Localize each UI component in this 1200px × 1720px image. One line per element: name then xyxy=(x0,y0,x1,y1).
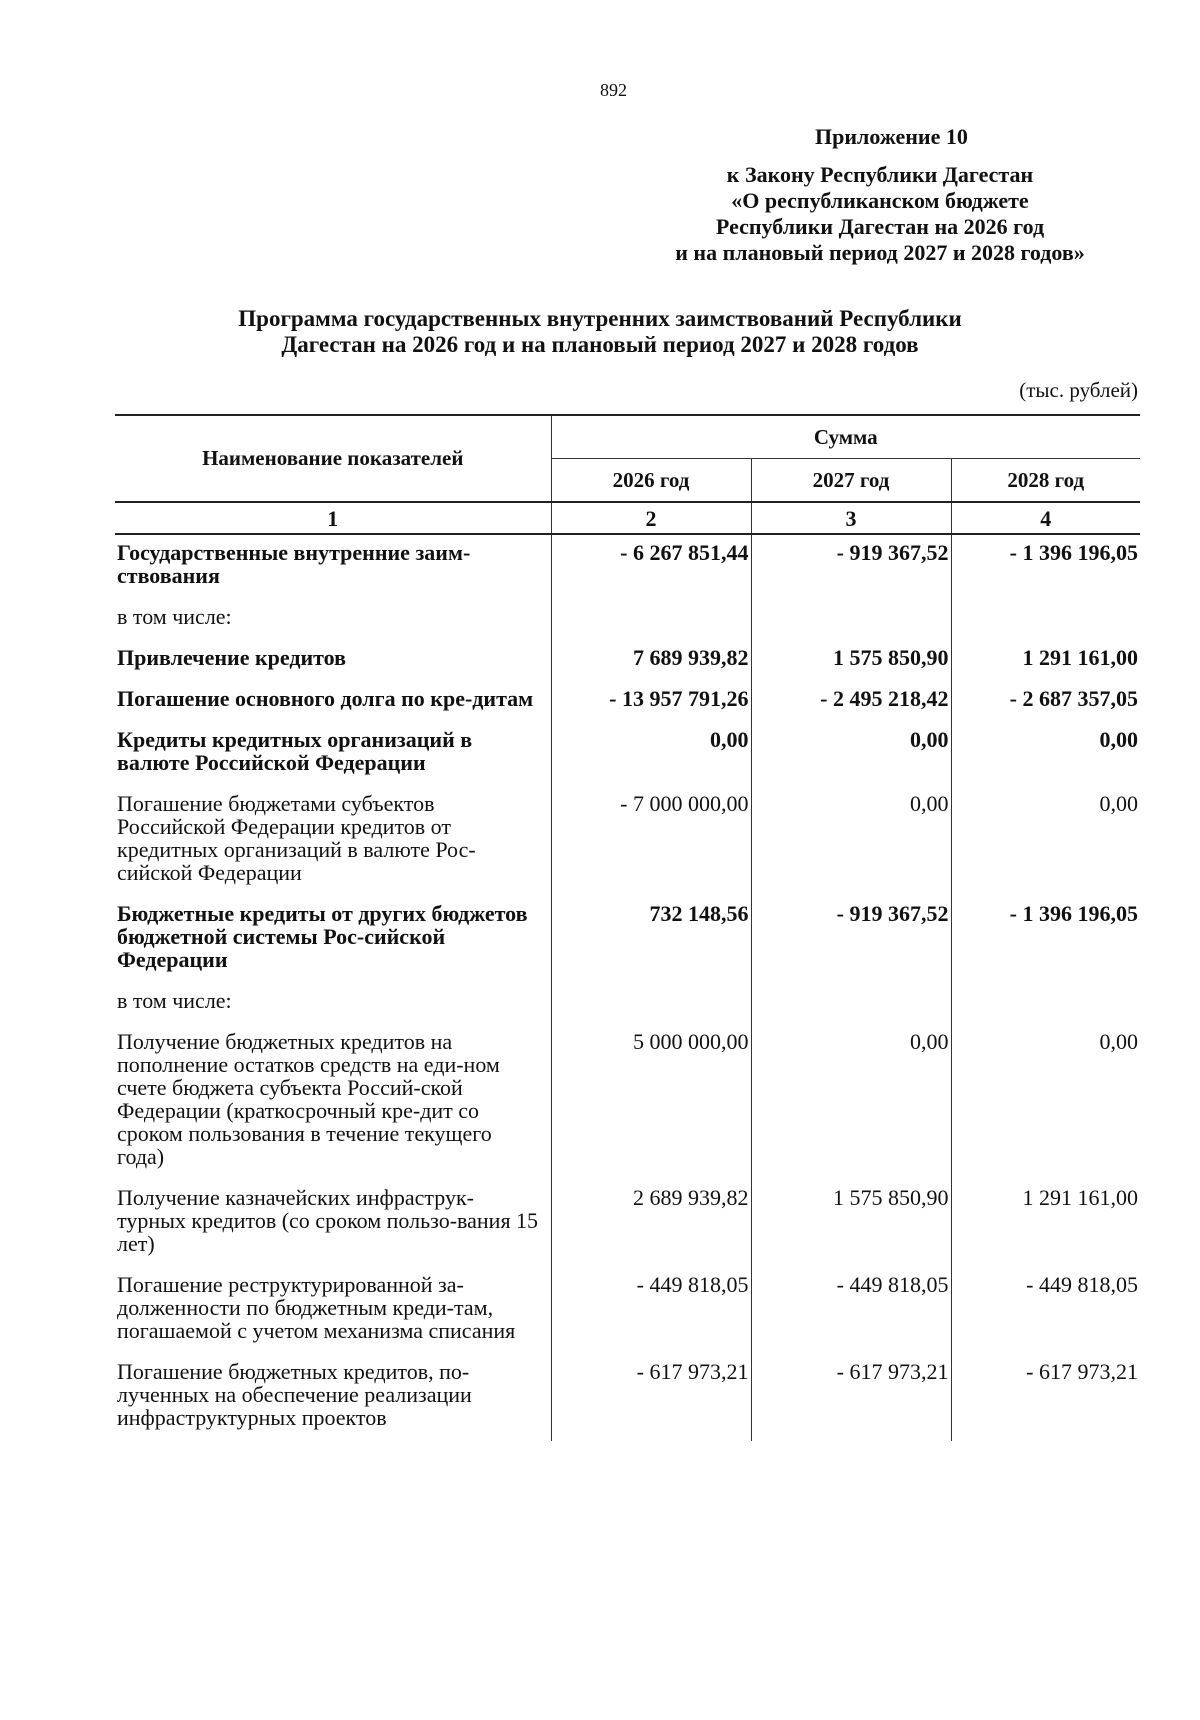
value-2026 xyxy=(551,983,751,1024)
column-number: 2 xyxy=(551,502,751,534)
table-row xyxy=(115,534,1140,599)
row-name: Погашение реструктурированной за-долженности по бюджетным креди-там, погашаемой с учетом механизма списания xyxy=(115,1267,551,1354)
page-number: 892 xyxy=(600,80,627,100)
title-line-1: Программа государственных внутренних заимствований Республики xyxy=(238,306,962,331)
value-2027: 0,00 xyxy=(751,1024,951,1180)
value-2027: 0,00 xyxy=(751,786,951,896)
value-2026: 2 689 939,82 xyxy=(551,1180,751,1267)
value-2026: 7 689 939,82 xyxy=(551,640,751,681)
value-2028: 0,00 xyxy=(1099,791,1138,816)
borrowing-table xyxy=(115,414,1140,1441)
row-name: Погашение бюджетами субъектов Российской Федерации кредитов от кредитных организаций в валюте Рос-сийской Федерации xyxy=(115,786,551,896)
value-2027 xyxy=(751,599,951,640)
table-row xyxy=(115,786,1140,896)
value-2026: - 617 973,21 xyxy=(551,1354,751,1441)
value-2026: 0,00 xyxy=(551,722,751,786)
value-2028 xyxy=(951,983,1140,1024)
value-2026: - 7 000 000,00 xyxy=(551,786,751,896)
row-name: Погашение бюджетных кредитов, по-лученных на обеспечение реализации инфраструктурных проектов xyxy=(115,1354,551,1441)
value-2027: 1 575 850,90 xyxy=(751,640,951,681)
value-2027: - 919 367,52 xyxy=(751,534,951,599)
row-name: Кредиты кредитных организаций в валюте Российской Федерации xyxy=(115,722,551,786)
value-2027: 0,00 xyxy=(751,722,951,786)
column-header-sum: Сумма xyxy=(551,415,1140,459)
table-row xyxy=(115,599,1140,640)
row-name: в том числе: xyxy=(115,983,551,1024)
column-number: 4 xyxy=(951,502,1140,534)
value-2027 xyxy=(751,983,951,1024)
appendix-line: и на плановый период 2027 и 2028 годов» xyxy=(675,240,1085,265)
table-row xyxy=(115,896,1140,983)
table-row xyxy=(115,1180,1140,1267)
title-line-2: Дагестан на 2026 год и на плановый период 2027 и 2028 годов xyxy=(281,332,919,357)
value-2026: - 13 957 791,26 xyxy=(551,681,751,722)
column-header-year: 2027 год xyxy=(751,459,951,503)
row-name: Получение бюджетных кредитов на пополнение остатков средств на еди-ном счете бюджета субъекта Россий-ской Федерации (краткосрочный кре-дит со сроком пользования в течение текущего года) xyxy=(115,1024,551,1180)
table-row xyxy=(115,640,1140,681)
appendix-line: Республики Дагестан на 2026 год xyxy=(715,214,1045,239)
value-2027: - 919 367,52 xyxy=(751,896,951,983)
value-2027: - 2 495 218,42 xyxy=(751,681,951,722)
value-2028 xyxy=(951,599,1140,640)
value-2026 xyxy=(551,599,751,640)
row-name: Государственные внутренние заим-ствования xyxy=(115,534,551,599)
value-2026: 5 000 000,00 xyxy=(551,1024,751,1180)
appendix-line: «О республиканском бюджете xyxy=(731,188,1029,213)
value-2028: 1 291 161,00 xyxy=(1022,645,1138,670)
column-header-name: Наименование показателей xyxy=(115,415,551,502)
document-title xyxy=(150,306,1050,358)
table-row xyxy=(115,1024,1140,1180)
table-row xyxy=(115,681,1140,722)
value-2028: - 449 818,05 xyxy=(1026,1272,1138,1297)
value-2028: - 2 687 357,05 xyxy=(1009,686,1138,711)
value-2028: 1 291 161,00 xyxy=(1022,1185,1138,1210)
row-name: Бюджетные кредиты от других бюджетов бюджетной системы Рос-сийской Федерации xyxy=(115,896,551,983)
value-2028: - 1 396 196,05 xyxy=(1009,901,1138,926)
column-header-year: 2028 год xyxy=(951,459,1140,503)
units-label: (тыс. рублей) xyxy=(1019,378,1138,402)
appendix-block xyxy=(650,124,1110,266)
value-2026: 732 148,56 xyxy=(551,896,751,983)
column-header-year: 2026 год xyxy=(551,459,751,503)
value-2028: 0,00 xyxy=(1099,727,1138,752)
value-2028: 0,00 xyxy=(1099,1029,1138,1054)
table-row xyxy=(115,1354,1140,1441)
column-number: 1 xyxy=(115,502,551,534)
value-2027: - 449 818,05 xyxy=(751,1267,951,1354)
value-2026: - 6 267 851,44 xyxy=(551,534,751,599)
appendix-label: Приложение 10 xyxy=(815,124,968,149)
row-name: Получение казначейских инфраструк-турных кредитов (со сроком пользо-вания 15 лет) xyxy=(115,1180,551,1267)
table-row xyxy=(115,983,1140,1024)
value-2027: - 617 973,21 xyxy=(751,1354,951,1441)
value-2026: - 449 818,05 xyxy=(551,1267,751,1354)
value-2027: 1 575 850,90 xyxy=(751,1180,951,1267)
table-row xyxy=(115,1267,1140,1354)
column-number: 3 xyxy=(751,502,951,534)
row-name: в том числе: xyxy=(115,599,551,640)
row-name: Привлечение кредитов xyxy=(115,640,551,681)
appendix-line: к Закону Республики Дагестан xyxy=(726,162,1034,187)
row-name: Погашение основного долга по кре-дитам xyxy=(115,681,551,722)
value-2028: - 1 396 196,05 xyxy=(1009,540,1138,565)
table-row xyxy=(115,722,1140,786)
value-2028: - 617 973,21 xyxy=(1026,1359,1138,1384)
